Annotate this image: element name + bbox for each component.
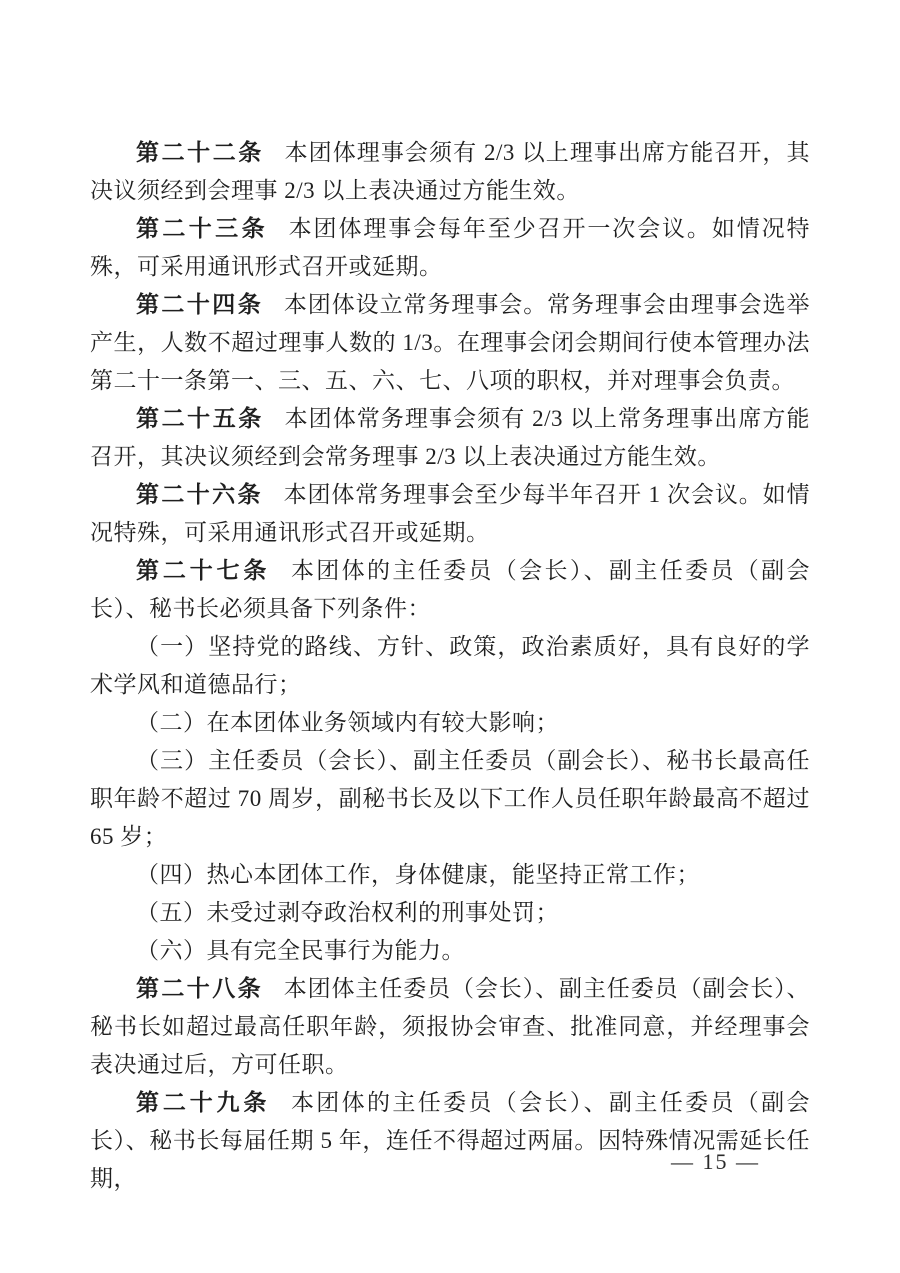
article-text: 本团体的主任委员（会长）、副主任委员（副会长）、秘书长每届任期 5 年，连任不得超过两届。因特殊情况需延长任期，	[90, 1090, 811, 1191]
article-paragraph	[90, 476, 810, 552]
clause-paragraph	[90, 856, 810, 894]
article-text: （三）主任委员（会长）、副主任委员（副会长）、秘书长最高任职年龄不超过 70 周岁，副秘书长及以下工作人员任职年龄最高不超过 65 岁；	[90, 748, 810, 849]
article-text: 本团体常务理事会须有 2/3 以上常务理事出席方能召开，其决议须经到会常务理事 2/3 以上表决通过方能生效。	[90, 406, 811, 469]
clause-paragraph	[90, 932, 810, 970]
article-text: 本团体主任委员（会长）、副主任委员（副会长）、秘书长如超过最高任职年龄，须报协会审查、批准同意，并经理事会表决通过后，方可任职。	[90, 976, 811, 1077]
article-text: （四）热心本团体工作，身体健康，能坚持正常工作；	[136, 862, 700, 887]
article-paragraph	[90, 1084, 810, 1198]
clause-paragraph	[90, 894, 810, 932]
article-number: 第二十六条	[136, 482, 263, 507]
article-text: 本团体设立常务理事会。常务理事会由理事会选举产生，人数不超过理事人数的 1/3。在理事会闭会期间行使本管理办法第二十一条第一、三、五、六、七、八项的职权，并对理事会负责。	[90, 292, 811, 393]
article-text: 本团体的主任委员（会长）、副主任委员（副会长）、秘书长必须具备下列条件：	[90, 558, 811, 621]
clause-paragraph	[90, 704, 810, 742]
article-text: 本团体常务理事会至少每半年召开 1 次会议。如情况特殊，可采用通讯形式召开或延期。	[90, 482, 811, 545]
clause-paragraph	[90, 628, 810, 704]
article-text: 本团体理事会每年至少召开一次会议。如情况特殊，可采用通讯形式召开或延期。	[90, 216, 811, 279]
article-paragraph	[90, 134, 810, 210]
article-paragraph	[90, 400, 810, 476]
article-paragraph	[90, 552, 810, 628]
article-text: （五）未受过剥夺政治权利的刑事处罚；	[136, 900, 559, 925]
document-body	[90, 134, 810, 1198]
article-number: 第二十九条	[136, 1090, 271, 1115]
article-text: 本团体理事会须有 2/3 以上理事出席方能召开，其决议须经到会理事 2/3 以上表决通过方能生效。	[90, 140, 811, 203]
article-paragraph	[90, 210, 810, 286]
article-number: 第二十五条	[136, 406, 264, 431]
article-number: 第二十三条	[136, 216, 268, 241]
article-text: （二）在本团体业务领域内有较大影响；	[136, 710, 559, 735]
article-paragraph	[90, 970, 810, 1084]
article-text: （六）具有完全民事行为能力。	[136, 938, 465, 963]
article-number: 第二十八条	[136, 976, 264, 1001]
article-paragraph	[90, 286, 810, 400]
article-number: 第二十四条	[136, 292, 264, 317]
page-number: — 15 —	[671, 1149, 760, 1174]
article-text: （一）坚持党的路线、方针、政策，政治素质好，具有良好的学术学风和道德品行；	[90, 634, 810, 697]
article-number: 第二十七条	[136, 558, 271, 583]
article-number: 第二十二条	[136, 140, 264, 165]
clause-paragraph	[90, 742, 810, 856]
